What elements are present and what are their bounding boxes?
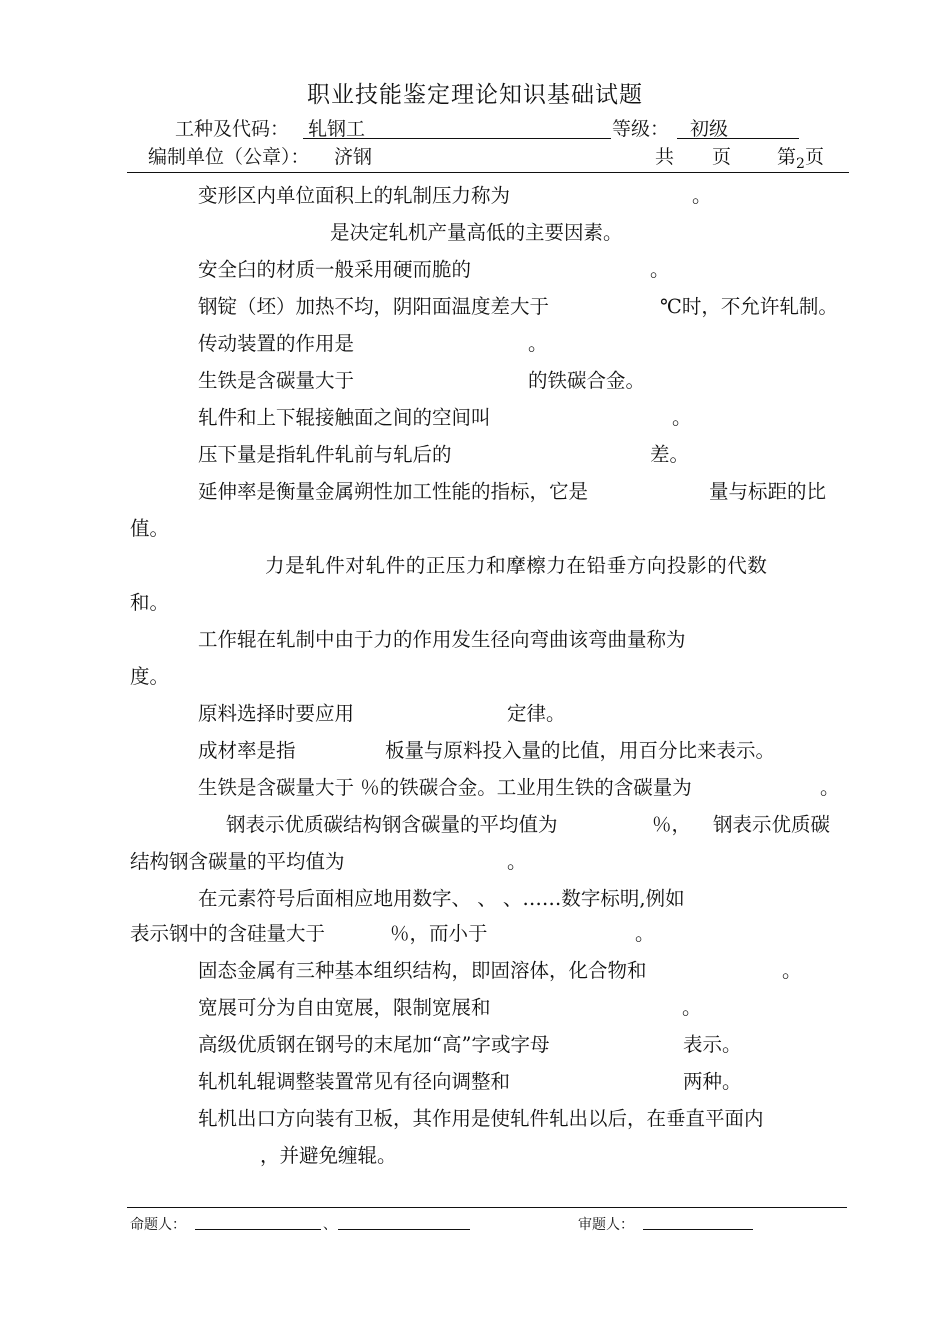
question-fragment: 。 xyxy=(650,258,670,281)
question-fragment: 量与标距的比 xyxy=(709,480,827,503)
question-fragment: 定律。 xyxy=(507,702,566,725)
question-line: 宽展可分为自由宽展，限制宽展和 xyxy=(198,996,491,1019)
question-fragment: 。 xyxy=(782,959,802,982)
author-separator: 、 xyxy=(323,1217,337,1233)
question-line: 钢锭（坯）加热不均，阴阳面温度差大于 xyxy=(198,295,550,318)
question-continuation: 结构钢含碳量的平均值为 xyxy=(130,850,345,873)
question-fragment: 。 xyxy=(528,332,548,355)
question-line: 轧件和上下辊接触面之间的空间叫 xyxy=(198,406,491,429)
question-line: 工作辊在轧制中由于力的作用发生径向弯曲该弯曲量称为 xyxy=(198,628,686,651)
question-line: 变形区内单位面积上的轧制压力称为 xyxy=(198,184,511,207)
question-line: 成材率是指 xyxy=(198,739,296,762)
question-line: 是决定轧机产量高低的主要因素。 xyxy=(330,221,623,244)
question-line: 生铁是含碳量大于 ％的铁碳合金。工业用生铁的含碳量为 xyxy=(198,776,692,799)
question-continuation: 度。 xyxy=(130,665,170,688)
reviewer-label: 审题人： xyxy=(578,1217,634,1233)
author-blank-1 xyxy=(195,1229,321,1230)
reviewer-blank xyxy=(643,1229,753,1230)
question-fragment: ％，而小于 xyxy=(390,922,488,945)
question-line: 高级优质钢在钢号的末尾加“高”字或字母 xyxy=(198,1033,550,1056)
question-line: 固态金属有三种基本组织结构，即固溶体，化合物和 xyxy=(198,959,647,982)
author-label: 命题人： xyxy=(130,1217,186,1233)
question-fragment: 板量与原料投入量的比值，用百分比来表示。 xyxy=(385,739,776,762)
question-continuation: 和。 xyxy=(130,591,170,614)
question-fragment: 两种。 xyxy=(683,1070,742,1093)
question-line: 安全臼的材质一般采用硬而脆的 xyxy=(198,258,472,281)
question-line: 原料选择时要应用 xyxy=(198,702,355,725)
exam-title: 职业技能鉴定理论知识基础试题 xyxy=(307,82,643,108)
question-fragment: 。 xyxy=(692,184,712,207)
question-continuation: 值。 xyxy=(130,517,170,540)
question-fragment: 。 xyxy=(820,776,840,799)
question-line: 钢表示优质碳结构钢含碳量的平均值为 xyxy=(226,813,558,836)
footer-rule xyxy=(127,1207,847,1208)
unit-value: 济钢 xyxy=(334,146,373,168)
question-fragment: ％， xyxy=(652,813,692,836)
unit-label: 编制单位（公章）： xyxy=(148,146,310,168)
question-fragment: 。 xyxy=(635,922,655,945)
question-fragment: 的铁碳合金。 xyxy=(528,369,646,392)
question-fragment: ℃时，不允许轧制。 xyxy=(660,295,838,318)
question-line: 力是轧件对轧件的正压力和摩檫力在铅垂方向投影的代数 xyxy=(265,554,768,577)
question-fragment: 钢表示优质碳 xyxy=(713,813,831,836)
page-number xyxy=(777,142,824,172)
header-rule xyxy=(127,172,849,173)
question-line: 压下量是指轧件轧前与轧后的 xyxy=(198,443,452,466)
author-blank-2 xyxy=(338,1229,470,1230)
question-line: 生铁是含碳量大于 xyxy=(198,369,355,392)
question-line: 轧机出口方向装有卫板，其作用是使轧件轧出以后，在垂直平面内 xyxy=(198,1107,764,1130)
level-underline xyxy=(677,138,799,139)
question-fragment: 。 xyxy=(507,850,527,873)
pages-total-label: 共 xyxy=(655,146,675,168)
trade-value: 轧钢工 xyxy=(308,118,366,140)
question-fragment: 。 xyxy=(672,406,692,429)
question-line: 轧机轧辊调整装置常见有径向调整和 xyxy=(198,1070,511,1093)
question-line: 在元素符号后面相应地用数字、 、 、……数字标明,例如 xyxy=(198,887,685,910)
question-line: 延伸率是衡量金属朔性加工性能的指标，它是 xyxy=(198,480,589,503)
pages-unit: 页 xyxy=(712,146,732,168)
page-number-value: 2 xyxy=(796,156,805,172)
page-prefix: 第 xyxy=(777,146,797,168)
question-fragment: 差。 xyxy=(650,443,690,466)
question-fragment: 。 xyxy=(682,996,702,1019)
question-fragment: 表示。 xyxy=(683,1033,742,1056)
level-value: 初级 xyxy=(690,118,729,140)
question-continuation: ，并避免缠辊。 xyxy=(260,1144,397,1167)
question-continuation: 表示钢中的含硅量大于 xyxy=(130,922,326,945)
page-suffix: 页 xyxy=(804,146,824,168)
trade-underline xyxy=(303,138,611,139)
level-label: 等级： xyxy=(612,118,670,140)
trade-label: 工种及代码： xyxy=(175,118,290,140)
question-line: 传动装置的作用是 xyxy=(198,332,355,355)
